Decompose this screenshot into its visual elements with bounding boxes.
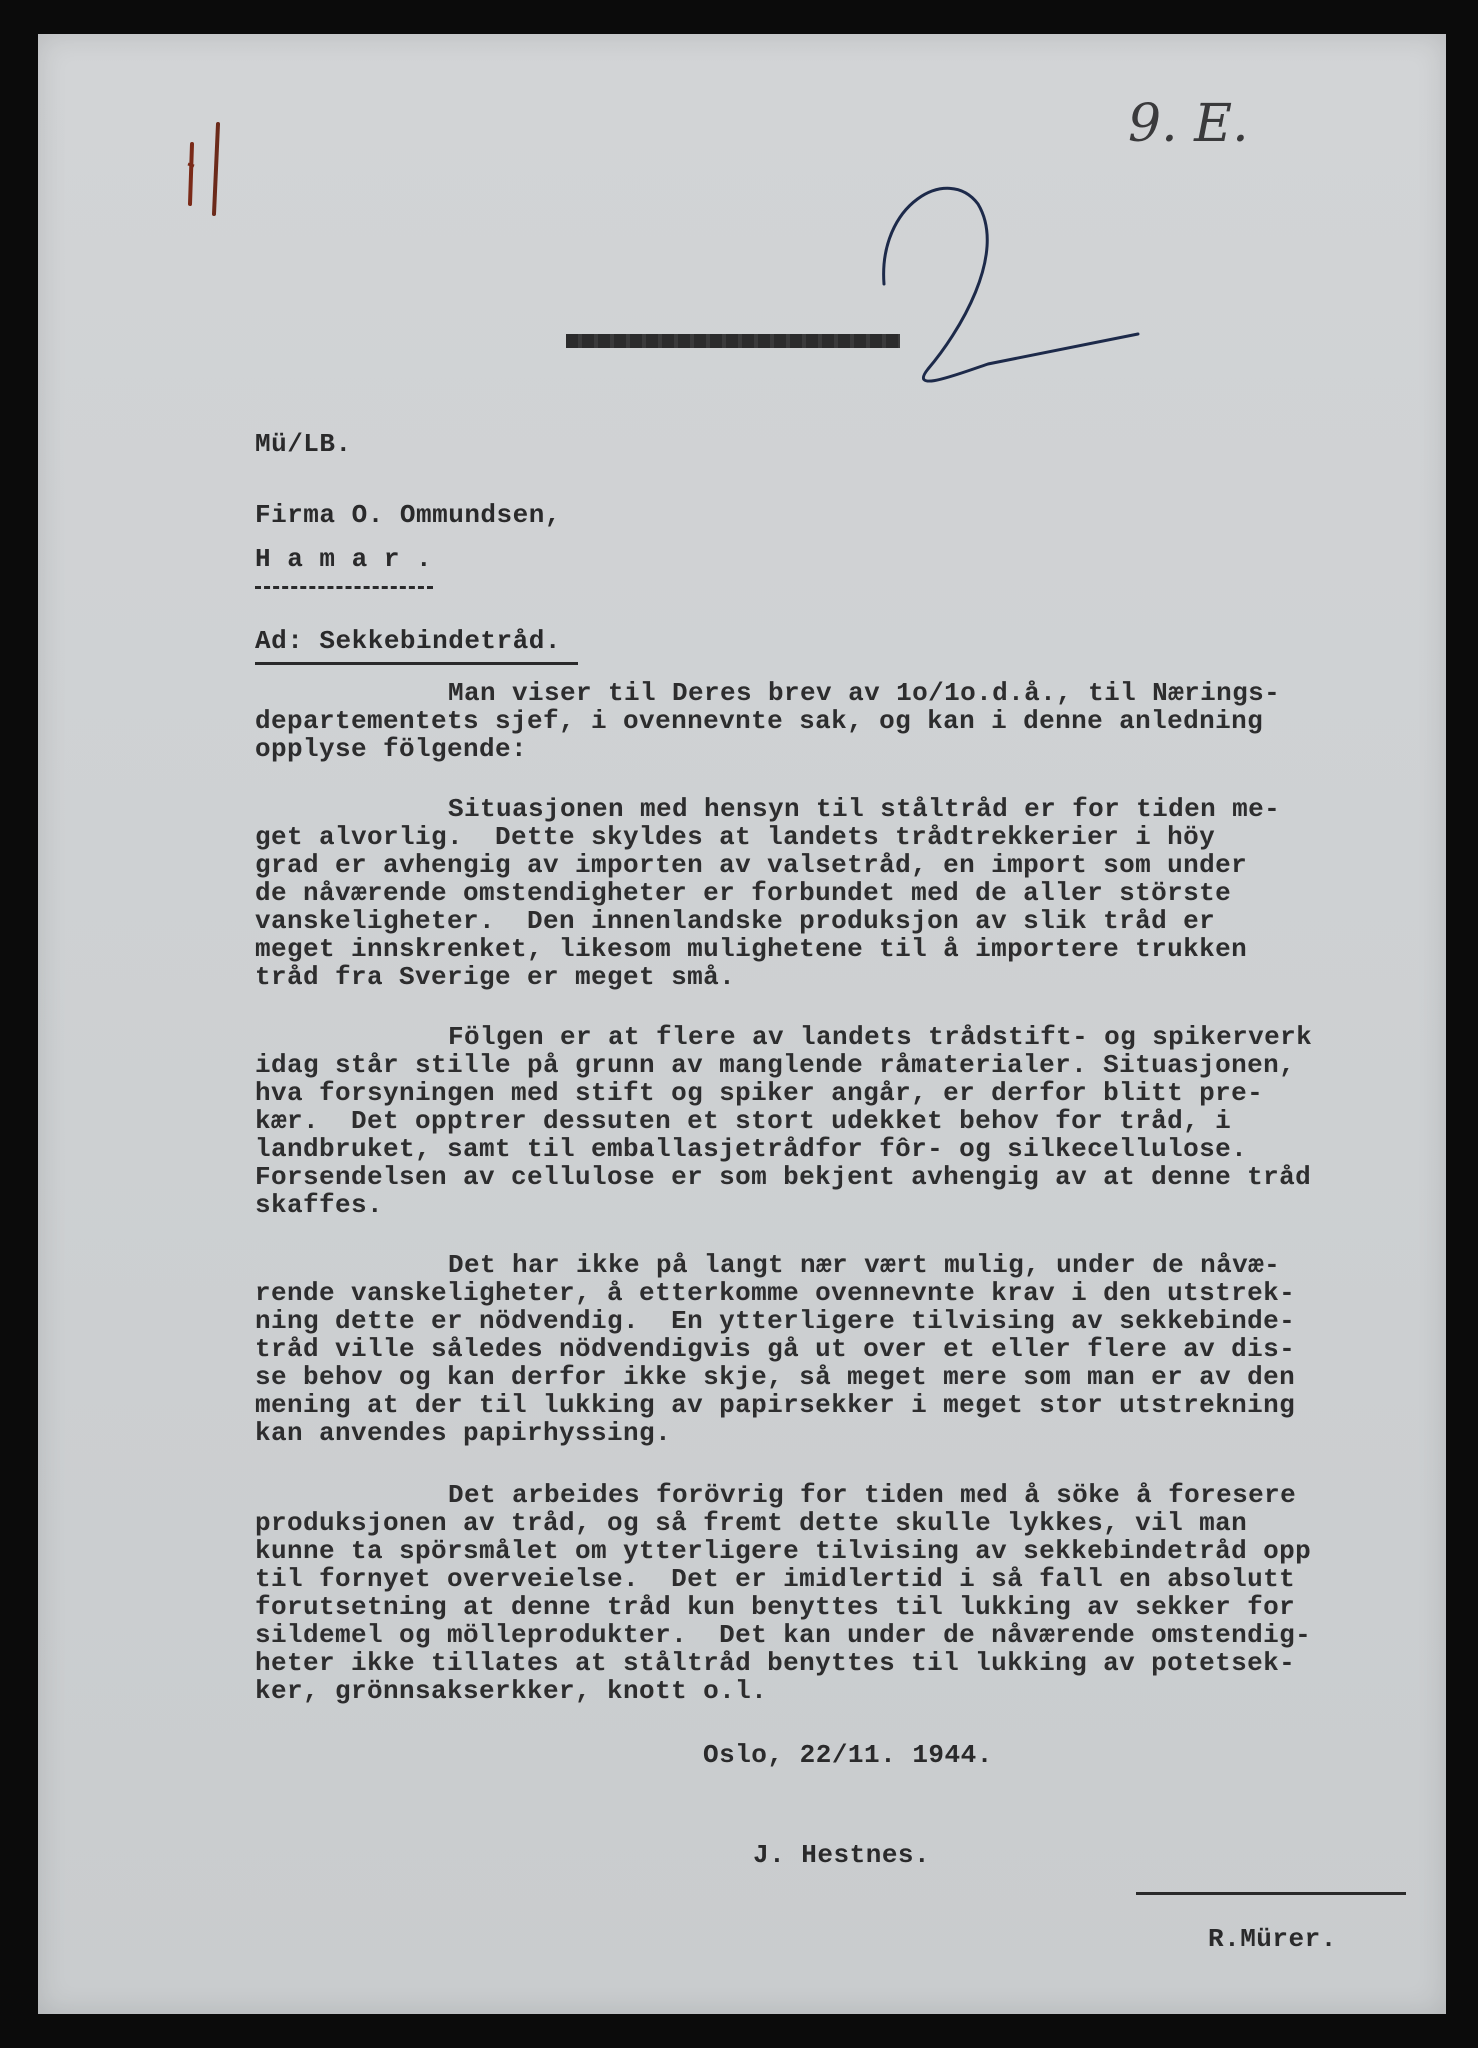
paragraph-line: produksjonen av tråd, og så fremt dette skulle lykkes, vil man xyxy=(255,1508,1248,1538)
paragraph-line: tråd ville således nödvendigvis gå ut over et eller flere av dis- xyxy=(255,1334,1296,1364)
reference-code: Mü/LB. xyxy=(255,429,352,459)
paragraph-line: Det har ikke på langt nær vært mulig, under de nåvæ- xyxy=(448,1250,1281,1280)
paragraph-line: ker, grönnsakserkker, knott o.l. xyxy=(255,1676,768,1706)
paragraph-line: mening at der til lukking av papirsekker i meget stor utstrekning xyxy=(255,1390,1296,1420)
paragraph-line: Man viser til Deres brev av 1o/1o.d.å., til Nærings- xyxy=(448,678,1281,708)
subject-line: Ad: Sekkebindetråd. xyxy=(255,626,561,656)
paragraph-line: rende vanskeligheter, å etterkomme ovennevnte krav i den utstrek- xyxy=(255,1278,1296,1308)
paragraph-line: ning dette er nödvendig. En ytterligere tilvising av sekkebinde- xyxy=(255,1306,1296,1336)
paragraph-line: idag står stille på grunn av manglende råmaterialer. Situasjonen, xyxy=(255,1050,1296,1080)
recipient-city: H a m a r . xyxy=(255,544,433,574)
paragraph-line: Forsendelsen av cellulose er som bekjent avhengig av at denne tråd xyxy=(255,1162,1312,1192)
paragraph-line: skaffes. xyxy=(255,1190,384,1220)
paragraph-line: kær. Det opptrer dessuten et stort udekket behov for tråd, i xyxy=(255,1106,1232,1136)
paragraph-line: get alvorlig. Dette skyldes at landets trådtrekkerier i höy xyxy=(255,822,1216,852)
signature-line xyxy=(1136,1892,1406,1895)
paragraph-line: Situasjonen med hensyn til ståltråd er for tiden me- xyxy=(448,794,1281,824)
handwritten-number-2-mark xyxy=(838,144,1198,404)
annotation-top-right: 9. E. xyxy=(1128,94,1249,154)
paragraph-line: meget innskrenket, likesom mulighetene til å importere trukken xyxy=(255,934,1248,964)
paragraph-line: forutsetning at denne tråd kun benyttes til lukking av sekker for xyxy=(255,1592,1296,1622)
paragraph-line: sildemel og mölleprodukter. Det kan under de nåværende omstendig- xyxy=(255,1620,1312,1650)
paragraph-line: opplyse fölgende: xyxy=(255,734,528,764)
paragraph-line: Det arbeides forövrig for tiden med å söke å foresere xyxy=(448,1480,1297,1510)
paragraph-line: Fölgen er at flere av landets trådstift- og spikerverk xyxy=(448,1022,1313,1052)
signature-murer: R.Mürer. xyxy=(1208,1924,1337,1954)
recipient-firm: Firma O. Ommundsen, xyxy=(255,500,561,530)
paragraph-line: hva forsyningen med stift og spiker angår, er derfor blitt pre- xyxy=(255,1078,1264,1108)
paragraph-line: grad er avhengig av importen av valsetråd, en import som under xyxy=(255,850,1248,880)
paragraph-line: vanskeligheter. Den innenlandske produksjon av slik tråd er xyxy=(255,906,1216,936)
recipient-underline xyxy=(255,586,433,589)
paragraph-line: se behov og kan derfor ikke skje, så meget mere som man er av den xyxy=(255,1362,1296,1392)
paragraph-line: de nåværende omstendigheter er forbundet med de aller störste xyxy=(255,878,1232,908)
place-date: Oslo, 22/11. 1944. xyxy=(703,1740,993,1770)
paragraph-line: kan anvendes papirhyssing. xyxy=(255,1418,672,1448)
subject-underline xyxy=(255,662,578,665)
crossed-out-header xyxy=(566,334,900,348)
paragraph-line: departementets sjef, i ovennevnte sak, og kan i denne anledning xyxy=(255,706,1264,736)
paragraph-line: kunne ta spörsmålet om ytterligere tilvising av sekkebindetråd opp xyxy=(255,1536,1312,1566)
paragraph-line: heter ikke tillates at ståltråd benyttes til lukking av potetsek- xyxy=(255,1648,1296,1678)
document-page xyxy=(38,34,1446,2014)
signature-hestnes: J. Hestnes. xyxy=(753,1840,931,1870)
paragraph-line: tråd fra Sverige er meget små. xyxy=(255,962,736,992)
handwritten-tick-marks xyxy=(178,104,238,234)
paragraph-line: landbruket, samt til emballasjetrådfor fôr- og silkecellulose. xyxy=(255,1134,1248,1164)
paragraph-line: til fornyet overveielse. Det er imidlertid i så fall en absolutt xyxy=(255,1564,1296,1594)
